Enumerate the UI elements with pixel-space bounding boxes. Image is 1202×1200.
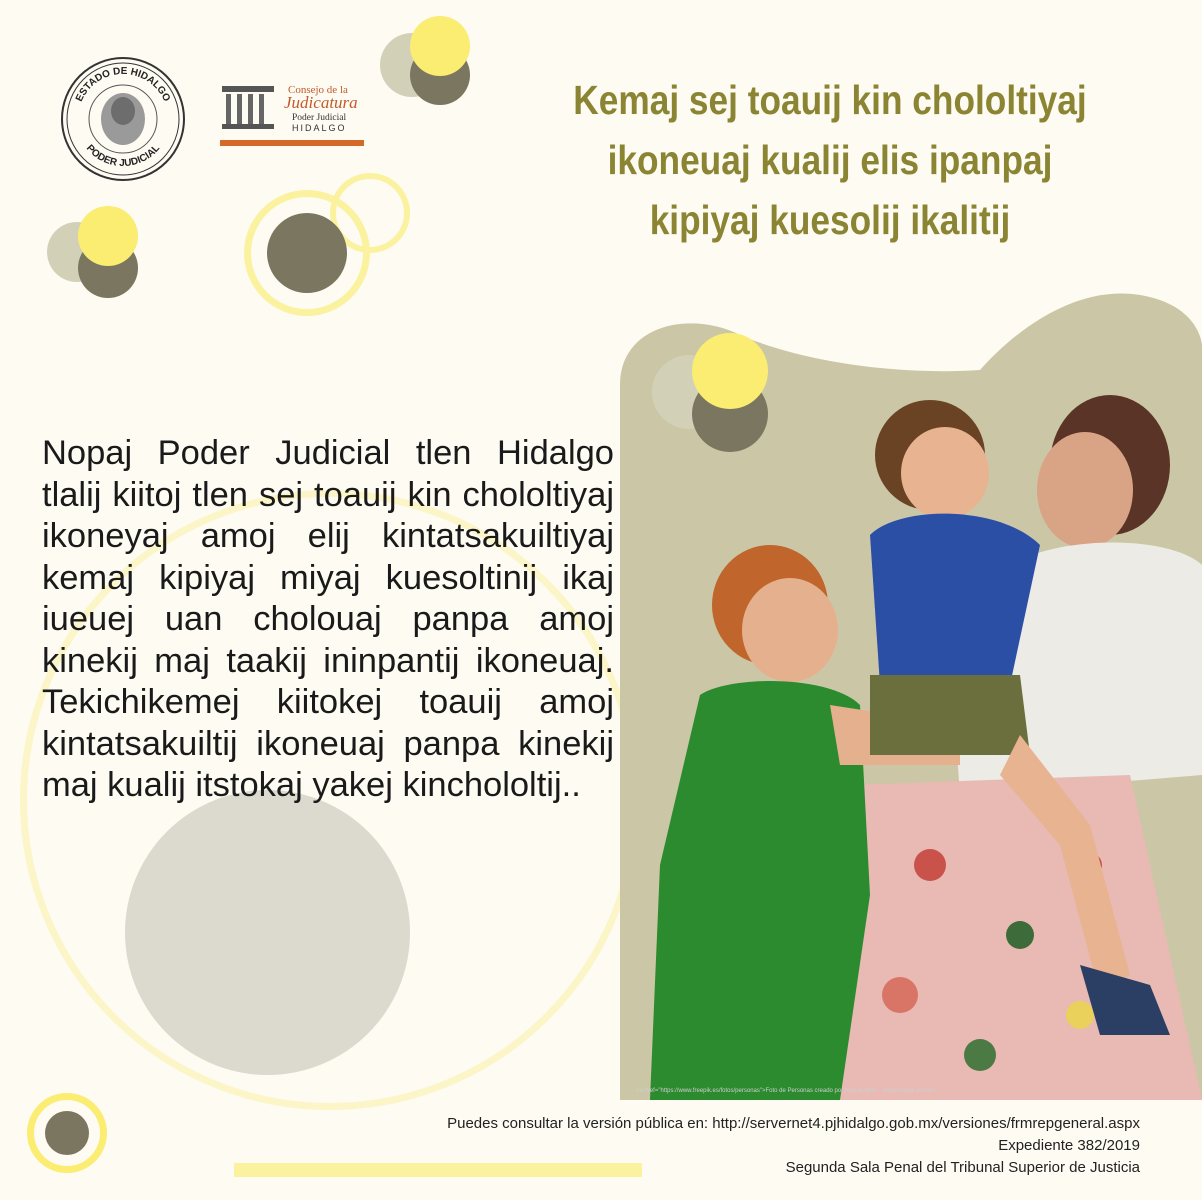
footer-expediente: Expediente 382/2019 [998,1137,1140,1154]
body-paragraph: Nopaj Poder Judicial tlen Hidalgo tlalij kiitoj tlen sej toauij kin chololtiyaj ikoneyaj amoj elij kintatsakuiltiyaj kemaj kipiyaj miyaj kuesoltinij ikaj iueuej uan cholouaj panpa amoj kinekij maj taakij ininpantij ikoneuaj. Tekichikemej kiitokej toauij amoj kintatsakuiltij ikoneuaj panpa kinekij maj kualij itstokaj yakej kinchololtij.. [42,434,614,804]
title-line-2: ikoneuaj kualij elis ipanpaj [607,137,1053,183]
poder-judicial-seal-logo [60,56,186,182]
title-line-3: kipiyaj kuesolij ikalitij [649,197,1011,243]
consejo-orange-bar [220,140,364,146]
consejo-line3: Poder Judicial [292,113,347,123]
footer-consult-line[interactable]: Puedes consultar la versión pública en: http://servernet4.pjhidalgo.gob.mx/versiones/frmrepgeneral.aspx [447,1115,1140,1132]
footer-info [447,1113,1140,1179]
dark-circle-bottom [45,1111,89,1155]
photo-credit[interactable]: <a href="https://www.freepik.es/fotos/personas">Foto de Personas creado por freepik.diller - www.freepik.es</a> [636,1088,935,1094]
svg-text:ESTADO DE HIDALGO: ESTADO DE HIDALGO [73,65,173,104]
large-gray-circle [125,790,410,1075]
yellow-circle-top [410,16,470,76]
consejo-line4: HIDALGO [292,123,347,133]
consejo-judicatura-logo [218,82,364,150]
svg-text:PODER JUDICIAL: PODER JUDICIAL [83,142,163,170]
family-photo [630,395,1202,1100]
footer-sala: Segunda Sala Penal del Tribunal Superior de Justicia [785,1159,1140,1176]
page-title [546,70,1114,250]
consejo-line2: Judicatura [284,93,358,112]
dark-circle-center [267,213,347,293]
title-line-1: Kemaj sej toauij kin chololtiyaj [573,77,1087,123]
column-building-icon [218,82,278,134]
consejo-line1: Consejo de la [288,84,348,96]
yellow-circle-left [78,206,138,266]
